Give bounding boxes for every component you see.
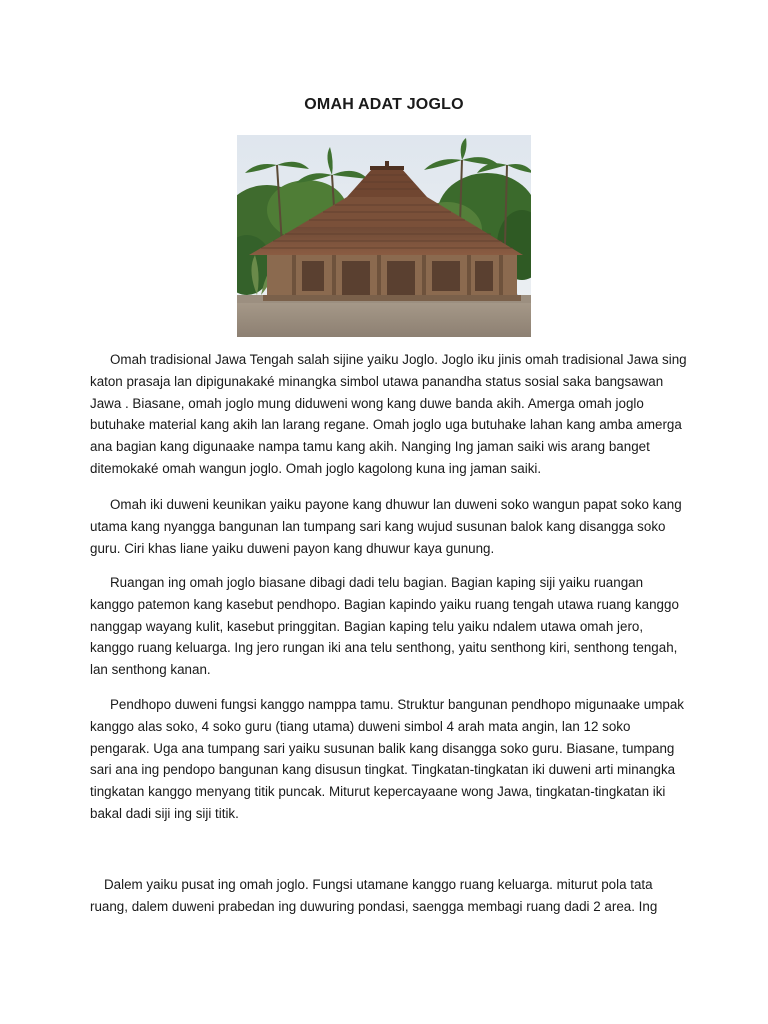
paragraph-5: Dalem yaiku pusat ing omah joglo. Fungsi utamane kanggo ruang keluarga. miturut pola tata ruang, dalem duweni prabedan ing duwuring pondasi, saengga membagi ruang dadi 2 area. Ing xyxy=(90,877,658,914)
paragraph-1: Omah tradisional Jawa Tengah salah sijine yaiku Joglo. Joglo iku jinis omah tradisional Jawa sing katon prasaja lan dipigunakaké minangka simbol utawa panandha status sosial saka bangsawan Jawa . Biasane, omah joglo mung diduweni wong kang duwe banda akih. Amerga omah joglo butuhake material kang akih lan larang regane. Omah joglo uga butuhake lahan kang amba amerga ana bagian kang digunaake nampa tamu kang akih. Nanging Ing jaman saiki wis arang banget ditemokaké omah wangun joglo. Omah joglo kagolong kuna ing jaman saiki. xyxy=(90,352,687,476)
document-title: OMAH ADAT JOGLO xyxy=(304,96,464,113)
joglo-house-photo xyxy=(237,135,531,337)
paragraph-3: Ruangan ing omah joglo biasane dibagi dadi telu bagian. Bagian kaping siji yaiku ruangan kanggo patemon kang kasebut pendhopo. Bagian kapindo yaiku ruang tengah utawa ruang kanggo nanggap wayang kulit, kasebut pringgitan. Bagian kaping telu yaiku ndalem utawa omah jero, kanggo ruang keluarga. Ing jero rungan iki ana telu senthong, yaitu senthong kiri, senthong tengah, lan senthong kanan. xyxy=(90,575,679,678)
paragraph-2: Omah iki duweni keunikan yaiku payone kang dhuwur lan duweni soko wangun papat soko kang utama kang nyangga bangunan lan tumpang sari kang wujud susunan balok kang disangga soko guru. Ciri khas liane yaiku duweni payon kang dhuwur kaya gunung. xyxy=(90,497,682,556)
paragraph-4: Pendhopo duweni fungsi kanggo namppa tamu. Struktur bangunan pendhopo migunaake umpak kanggo alas soko, 4 soko guru (tiang utama) duweni simbol 4 arah mata angin, lan 12 soko pengarak. Uga ana tumpang sari yaiku susunan balik kang disangga soko guru. Biasane, tumpang sari ana ing pendopo bangunan kang disusun tingkat. Tingkatan-tingkatan iki duweni arti minangka tingkatan kanggo menyang titik puncak. Miturut kepercayaane wong Jawa, tingkatan-tingkatan iki bakal dadi siji ing siji titik. xyxy=(90,697,684,821)
